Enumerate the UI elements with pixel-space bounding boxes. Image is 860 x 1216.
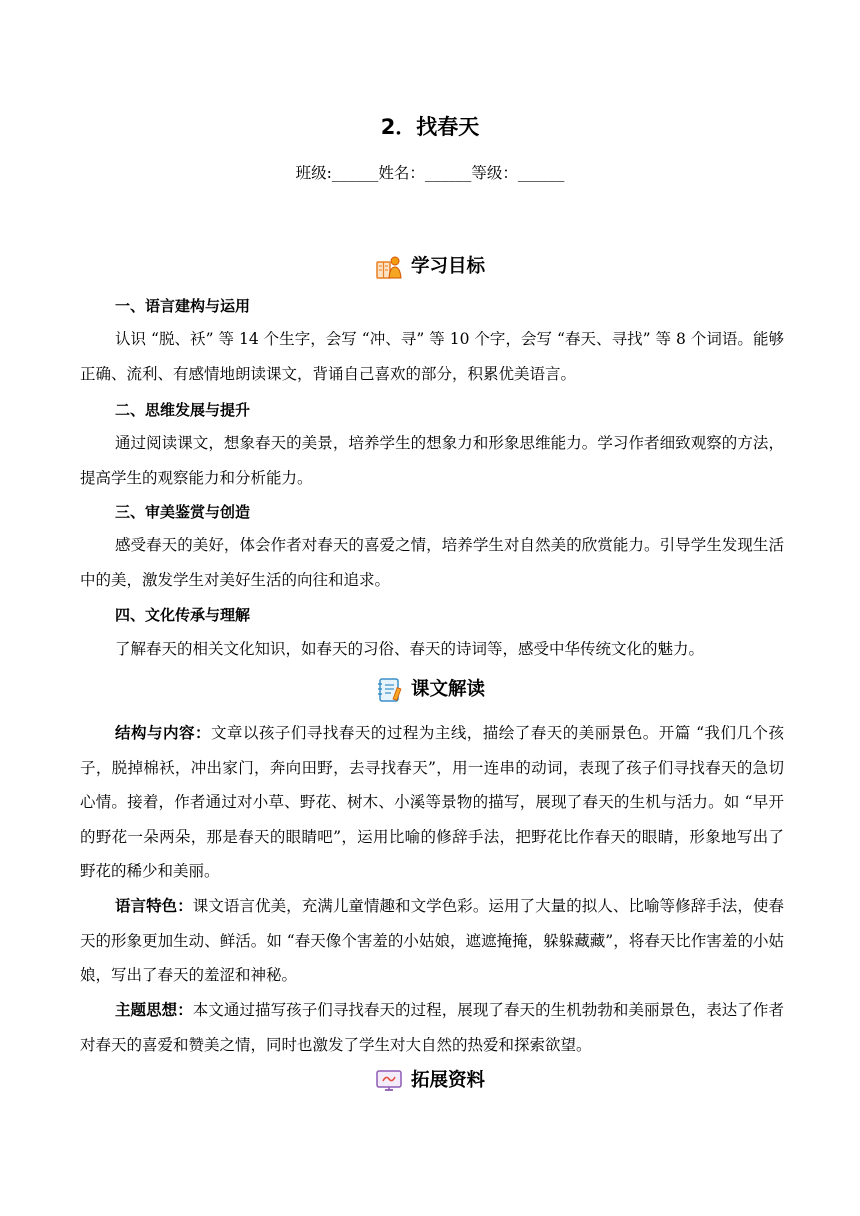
reading-paragraph-theme — [80, 993, 784, 1062]
monitor-icon — [375, 1067, 403, 1095]
section-heading-goals — [0, 252, 860, 282]
goal-heading-2: 二、思维发展与提升 — [115, 401, 251, 419]
student-info-line: 班级:______姓名：______等级：______ — [295, 164, 565, 182]
goal-text-4: 了解春天的相关文化知识，如春天的习俗、春天的诗词等，感受中华传统文化的魅力。 — [115, 640, 705, 658]
goal-heading-1: 一、语言建构与运用 — [115, 297, 251, 315]
reading-person-icon — [375, 253, 403, 281]
goal-text-1: 认识 “脱、袄” 等 14 个生字，会写 “冲、寻” 等 10 个字，会写 “春天、寻找” 等 8 个词语。能够正确、流利、有感情地朗读课文，背诵自己喜欢的部分，积累优美语言。 — [80, 330, 784, 383]
reading-paragraph-structure-text: 文章以孩子们寻找春天的过程为主线，描绘了春天的美丽景色。开篇 “我们几个孩子，脱掉棉袄，冲出家门，奔向田野，去寻找春天”，用一连串的动词，表现了孩子们寻找春天的急切心情。接着，作者通过对小草、野花、树木、小溪等景物的描写，展现了春天的生机与活力。如 “早开的野花一朵两朵，那是春天的眼睛吧”，运用比喻的修辞手法，把野花比作春天的眼睛，形象地写出了野花的稀少和美丽。 — [80, 724, 784, 880]
reading-paragraph-language-lead: 语言特色： — [115, 897, 193, 915]
reading-paragraph-structure — [80, 716, 784, 889]
reading-paragraph-theme-lead: 主题思想： — [115, 1001, 193, 1019]
goal-text-3: 感受春天的美好，体会作者对春天的喜爱之情，培养学生对自然美的欣赏能力。引导学生发现生活中的美，激发学生对美好生活的向往和追求。 — [80, 536, 784, 589]
goal-heading-3: 三、审美鉴赏与创造 — [115, 503, 251, 521]
reading-paragraph-theme-text: 本文通过描写孩子们寻找春天的过程，展现了春天的生机勃勃和美丽景色，表达了作者对春天的喜爱和赞美之情，同时也激发了学生对大自然的热爱和探索欲望。 — [80, 1001, 784, 1054]
goal-heading-4: 四、文化传承与理解 — [115, 606, 251, 624]
notebook-icon — [375, 676, 403, 704]
section-heading-goals-label: 学习目标 — [410, 256, 485, 277]
section-heading-reading-label: 课文解读 — [410, 679, 485, 700]
goal-text-2: 通过阅读课文，想象春天的美景，培养学生的想象力和形象思维能力。学习作者细致观察的方法，提高学生的观察能力和分析能力。 — [80, 434, 784, 487]
reading-paragraph-structure-lead: 结构与内容： — [115, 724, 211, 742]
reading-paragraph-language — [80, 889, 784, 993]
section-heading-reading — [0, 675, 860, 705]
page-title: 2．找春天 — [380, 115, 480, 139]
reading-paragraph-language-text: 课文语言优美，充满儿童情趣和文学色彩。运用了大量的拟人、比喻等修辞手法，使春天的形象更加生动、鲜活。如 “春天像个害羞的小姑娘，遮遮掩掩，躲躲藏藏”，将春天比作害羞的小姑娘，写出了春天的羞涩和神秘。 — [80, 897, 784, 984]
section-heading-extension — [0, 1066, 860, 1096]
section-heading-extension-label: 拓展资料 — [410, 1070, 485, 1091]
